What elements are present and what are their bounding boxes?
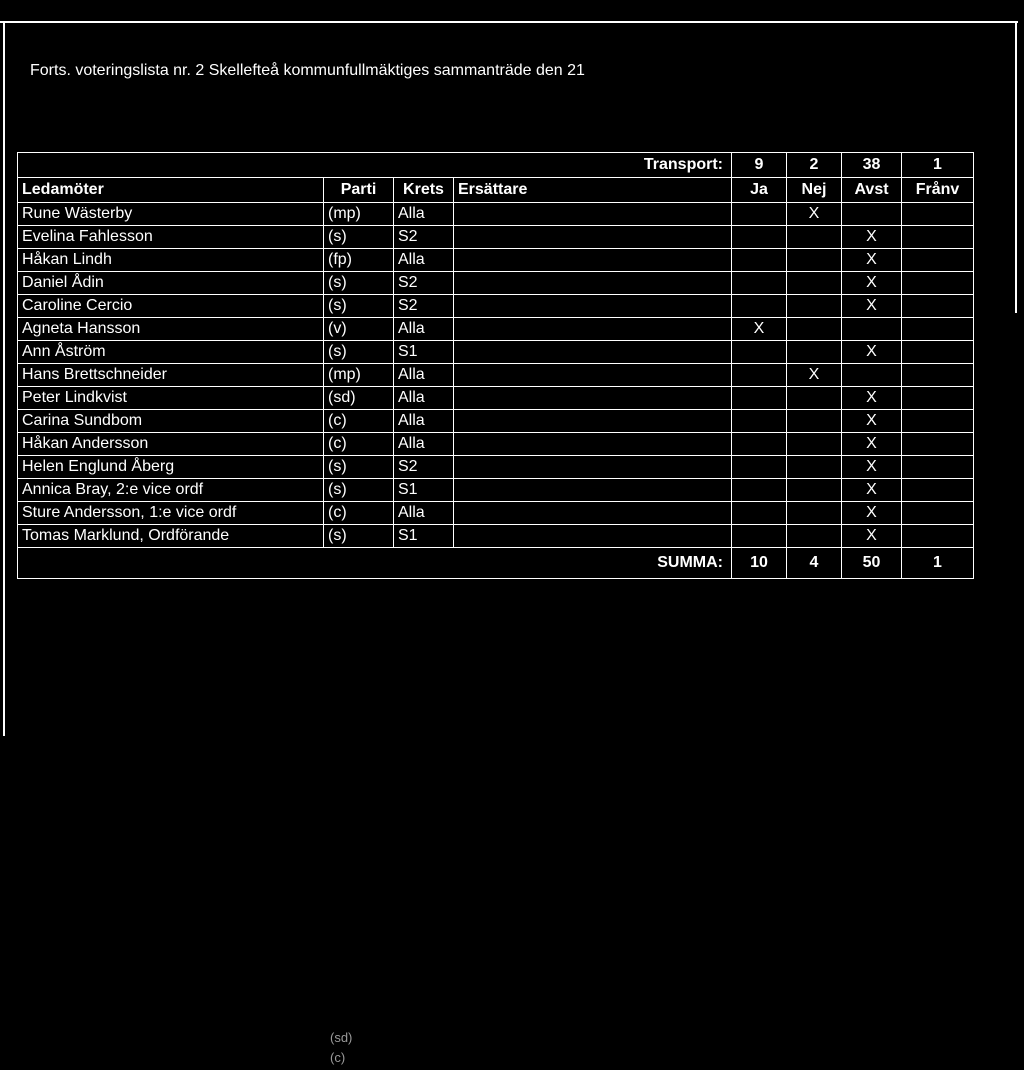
member-name: Peter Lindkvist [18, 387, 324, 410]
member-parti: (fp) [324, 249, 394, 272]
member-krets: S2 [394, 456, 454, 479]
transport-franv: 1 [902, 153, 974, 178]
vote-ja [732, 364, 787, 387]
member-parti: (c) [324, 502, 394, 525]
vote-nej [787, 387, 842, 410]
col-ja: Ja [732, 178, 787, 203]
vote-nej [787, 525, 842, 548]
member-row [18, 410, 974, 433]
vote-nej: X [787, 364, 842, 387]
member-ersattare [454, 479, 732, 502]
member-ersattare [454, 272, 732, 295]
col-krets: Krets [394, 178, 454, 203]
vote-franv [902, 341, 974, 364]
vote-avst: X [842, 456, 902, 479]
member-parti: (s) [324, 479, 394, 502]
member-ersattare [454, 203, 732, 226]
member-ersattare [454, 525, 732, 548]
member-name: Caroline Cercio [18, 295, 324, 318]
member-name: Håkan Lindh [18, 249, 324, 272]
summa-avst: 50 [842, 548, 902, 579]
vote-nej [787, 410, 842, 433]
member-row [18, 364, 974, 387]
col-parti: Parti [324, 178, 394, 203]
vote-ja [732, 433, 787, 456]
member-krets: Alla [394, 364, 454, 387]
vote-avst: X [842, 433, 902, 456]
member-krets: Alla [394, 387, 454, 410]
col-nej: Nej [787, 178, 842, 203]
summa-row [18, 548, 974, 579]
member-name: Helen Englund Åberg [18, 456, 324, 479]
member-name: Evelina Fahlesson [18, 226, 324, 249]
vote-ja [732, 203, 787, 226]
vote-franv [902, 318, 974, 341]
member-row [18, 502, 974, 525]
member-name: Tomas Marklund, Ordförande [18, 525, 324, 548]
vote-franv [902, 525, 974, 548]
vote-franv [902, 249, 974, 272]
vote-ja [732, 295, 787, 318]
member-parti: (c) [324, 410, 394, 433]
vote-franv [902, 364, 974, 387]
vote-avst [842, 364, 902, 387]
vote-avst: X [842, 410, 902, 433]
member-parti: (s) [324, 272, 394, 295]
member-parti: (s) [324, 295, 394, 318]
transport-row [18, 153, 974, 178]
vote-franv [902, 203, 974, 226]
member-krets: Alla [394, 203, 454, 226]
member-krets: S1 [394, 341, 454, 364]
summa-franv: 1 [902, 548, 974, 579]
col-ledamoter: Ledamöter [18, 178, 324, 203]
member-krets: S1 [394, 479, 454, 502]
vote-nej [787, 456, 842, 479]
vote-avst [842, 203, 902, 226]
vote-avst: X [842, 295, 902, 318]
vote-franv [902, 387, 974, 410]
vote-nej [787, 318, 842, 341]
member-krets: S2 [394, 295, 454, 318]
col-ersattare: Ersättare [454, 178, 732, 203]
member-name: Rune Wästerby [18, 203, 324, 226]
vote-nej: X [787, 203, 842, 226]
vote-franv [902, 226, 974, 249]
vote-ja [732, 502, 787, 525]
transport-ja: 9 [732, 153, 787, 178]
vote-franv [902, 456, 974, 479]
member-ersattare [454, 364, 732, 387]
vote-nej [787, 479, 842, 502]
member-krets: S2 [394, 272, 454, 295]
member-name: Hans Brettschneider [18, 364, 324, 387]
member-ersattare [454, 226, 732, 249]
vote-ja [732, 387, 787, 410]
member-name: Agneta Hansson [18, 318, 324, 341]
vote-nej [787, 272, 842, 295]
member-parti: (mp) [324, 203, 394, 226]
member-parti: (s) [324, 226, 394, 249]
page-heading: Forts. voteringslista nr. 2 Skellefteå kommunfullmäktiges sammanträde den 21 [30, 62, 585, 79]
vote-avst: X [842, 272, 902, 295]
vote-table [17, 152, 974, 579]
member-parti: (s) [324, 341, 394, 364]
member-ersattare [454, 249, 732, 272]
vote-ja [732, 525, 787, 548]
member-row [18, 433, 974, 456]
member-name: Sture Andersson, 1:e vice ordf [18, 502, 324, 525]
member-krets: Alla [394, 433, 454, 456]
member-row [18, 479, 974, 502]
vote-nej [787, 433, 842, 456]
vote-franv [902, 502, 974, 525]
vote-nej [787, 502, 842, 525]
member-row [18, 295, 974, 318]
vote-ja [732, 479, 787, 502]
col-avst: Avst [842, 178, 902, 203]
member-row [18, 249, 974, 272]
frame-right-line [1015, 21, 1017, 313]
member-krets: Alla [394, 502, 454, 525]
member-ersattare [454, 295, 732, 318]
member-ersattare [454, 502, 732, 525]
summa-ja: 10 [732, 548, 787, 579]
vote-franv [902, 295, 974, 318]
vote-nej [787, 295, 842, 318]
member-name: Ann Åström [18, 341, 324, 364]
member-ersattare [454, 387, 732, 410]
vote-ja [732, 410, 787, 433]
frame-top-line [0, 21, 1018, 23]
vote-avst: X [842, 525, 902, 548]
member-parti: (mp) [324, 364, 394, 387]
member-krets: S2 [394, 226, 454, 249]
vote-avst: X [842, 387, 902, 410]
member-parti: (s) [324, 456, 394, 479]
vote-nej [787, 226, 842, 249]
faint-party-c: (c) [330, 1050, 346, 1065]
summa-nej: 4 [787, 548, 842, 579]
member-row [18, 387, 974, 410]
vote-franv [902, 433, 974, 456]
vote-nej [787, 341, 842, 364]
member-parti: (sd) [324, 387, 394, 410]
member-ersattare [454, 433, 732, 456]
vote-avst: X [842, 341, 902, 364]
member-krets: Alla [394, 318, 454, 341]
member-name: Carina Sundbom [18, 410, 324, 433]
transport-nej: 2 [787, 153, 842, 178]
faint-party-sd: (sd) [330, 1030, 353, 1045]
vote-avst: X [842, 226, 902, 249]
column-header-row [18, 178, 974, 203]
member-row [18, 341, 974, 364]
vote-ja [732, 226, 787, 249]
member-parti: (v) [324, 318, 394, 341]
vote-ja [732, 272, 787, 295]
vote-ja [732, 249, 787, 272]
member-row [18, 272, 974, 295]
member-ersattare [454, 410, 732, 433]
vote-avst: X [842, 479, 902, 502]
member-name: Daniel Ådin [18, 272, 324, 295]
member-parti: (c) [324, 433, 394, 456]
vote-ja [732, 341, 787, 364]
frame-left-line [3, 21, 5, 736]
member-krets: S1 [394, 525, 454, 548]
member-row [18, 203, 974, 226]
member-row [18, 226, 974, 249]
member-krets: Alla [394, 249, 454, 272]
vote-franv [902, 410, 974, 433]
vote-ja: X [732, 318, 787, 341]
vote-ja [732, 456, 787, 479]
member-parti: (s) [324, 525, 394, 548]
member-row [18, 525, 974, 548]
transport-avst: 38 [842, 153, 902, 178]
col-franv: Frånv [902, 178, 974, 203]
member-ersattare [454, 318, 732, 341]
member-name: Håkan Andersson [18, 433, 324, 456]
vote-avst: X [842, 502, 902, 525]
vote-franv [902, 272, 974, 295]
member-row [18, 456, 974, 479]
vote-avst: X [842, 249, 902, 272]
vote-avst [842, 318, 902, 341]
member-row [18, 318, 974, 341]
member-ersattare [454, 341, 732, 364]
member-name: Annica Bray, 2:e vice ordf [18, 479, 324, 502]
summa-label: SUMMA: [18, 548, 732, 579]
member-krets: Alla [394, 410, 454, 433]
member-ersattare [454, 456, 732, 479]
vote-nej [787, 249, 842, 272]
transport-label: Transport: [18, 153, 732, 178]
vote-franv [902, 479, 974, 502]
